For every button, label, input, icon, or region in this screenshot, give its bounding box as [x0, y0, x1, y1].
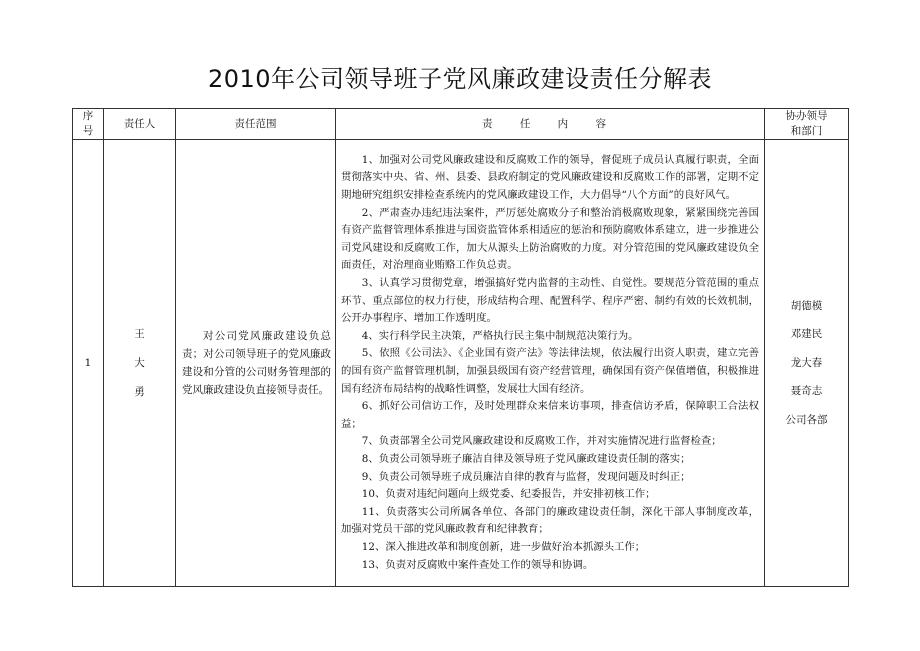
row-seq-cell: 1: [73, 140, 104, 587]
header-scope: 责任范围: [176, 109, 336, 140]
content-item-2: 2、严肃查办违纪违法案件，严厉惩处腐败分子和整治消极腐败现象，紧紧围绕完善国有资产监督管理体系推进与国资监管体系相适应的惩治和预防腐败体系建立，进一步推进公司党风建设和反腐败工作，加大从源头上防治腐败的力度。对分管范围的党风廉政建设负全面责任，对治理商业贿赂工作负总责。: [341, 206, 759, 272]
row-person-cell: [104, 140, 176, 587]
header-seq: 序号: [73, 109, 104, 140]
content-item-3: 3、认真学习贯彻党章，增强搞好党内监督的主动性、自觉性。要规范分管范围的重点环节、重点部位的权力行使，形成结构合理、配置科学、程序严密、制约有效的长效机制，公开办事程序、增加工作透明度。: [341, 277, 759, 325]
assist-leader: 邓建民: [790, 328, 823, 341]
assist-department: 公司各部: [785, 413, 828, 426]
document-title: 2010年公司领导班子党风廉政建设责任分解表: [207, 65, 713, 93]
header-content: 责 任 内 容: [336, 109, 765, 140]
content-item-12: 12、深入推进改革和制度创新，进一步做好治本抓源头工作；: [361, 540, 646, 553]
content-item-11: 11、负责落实公司所属各单位、各部门的廉政建设责任制，深化干部人事制度改革，加强对党员干部的党风廉政教育和纪律教育；: [341, 505, 759, 536]
content-item-9: 9、负责公司领导班子成员廉洁自律的教育与监督，发现问题及时纠正；: [361, 470, 691, 483]
table-row: [73, 140, 849, 587]
scope-text: 对公司党风廉政建设负总责；对公司领导班子的党风廉政建设和分管的公司财务管理部的党风廉政建设负直接领导责任。: [182, 330, 331, 396]
assist-leader: 胡德模: [790, 299, 823, 312]
person-name-char: 王: [134, 327, 145, 340]
header-person: 责任人: [104, 109, 176, 140]
content-item-5: 5、依照《公司法》、《企业国有资产法》等法律法规，依法履行出资人职责，建立完善的国有资产监督管理机制，加强县级国有资产经营管理，确保国有资产保值增值，积极推进国有经济布局结构的战略性调整，发展壮大国有经济。: [341, 347, 759, 395]
content-item-13: 13、负责对反腐败中案件查处工作的领导和协调。: [361, 558, 594, 571]
row-content-cell: [336, 140, 765, 587]
row-assist-cell: [765, 140, 849, 587]
person-name-char: 勇: [134, 385, 145, 398]
table-header-row: [73, 109, 849, 140]
person-name-char: 大: [134, 356, 145, 369]
content-item-6: 6、抓好公司信访工作，及时处理群众来信来访事项，排查信访矛盾，保障职工合法权益；: [341, 400, 759, 430]
header-assist: 协办领导 和部门: [765, 109, 849, 140]
content-item-8: 8、负责公司领导班子廉洁自律及领导班子党风廉政建设责任制的落实；: [361, 452, 691, 465]
content-item-4: 4、实行科学民主决策，严格执行民主集中制规范决策行为。: [361, 329, 639, 342]
responsibility-table: [72, 108, 849, 587]
content-item-1: 1、加强对公司党风廉政建设和反腐败工作的领导，督促班子成员认真履行职责，全面贯彻落实中央、省、州、县委、县政府制定的党风廉政建设和反腐败工作的部署，定期不定期地研究组织安排检查系统内的党风廉政建设工作，大力倡导“八个方面”的良好风气。: [341, 153, 759, 202]
content-item-10: 10、负责对违纪问题向上级党委、纪委报告，并安排初核工作；: [361, 488, 656, 501]
content-item-7: 7、负责部署全公司党风廉政建设和反腐败工作，并对实施情况进行监督检查；: [361, 435, 722, 448]
assist-leader: 聂奇志: [790, 385, 823, 398]
row-scope-cell: [176, 140, 336, 587]
assist-leader: 龙大春: [790, 356, 823, 369]
